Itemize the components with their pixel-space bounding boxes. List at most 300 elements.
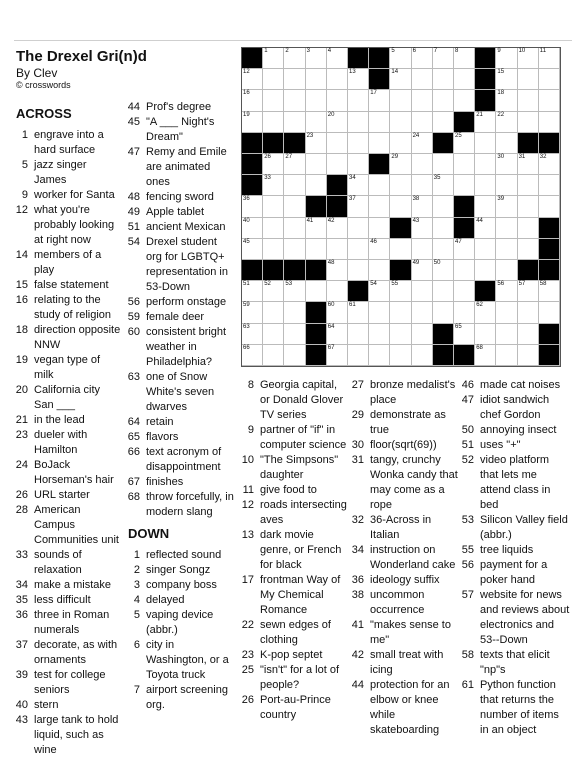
grid-cell[interactable] xyxy=(475,324,496,345)
puzzle-title: The Drexel Gri(n)d xyxy=(16,48,147,65)
grid-cell[interactable] xyxy=(306,239,327,260)
grid-cell[interactable] xyxy=(263,90,284,111)
grid-cell[interactable] xyxy=(263,154,284,175)
grid-cell[interactable] xyxy=(369,175,390,196)
clue-item[interactable] xyxy=(126,115,234,145)
clue-item[interactable] xyxy=(126,310,234,325)
grid-cell[interactable] xyxy=(284,281,305,302)
grid-cell[interactable] xyxy=(518,154,539,175)
clue-item[interactable] xyxy=(460,543,570,558)
grid-block xyxy=(306,324,327,345)
grid-cell[interactable] xyxy=(518,218,539,239)
grid-cell[interactable] xyxy=(475,345,496,366)
grid-cell[interactable] xyxy=(327,345,348,366)
grid-cell[interactable] xyxy=(518,302,539,323)
grid-cell[interactable] xyxy=(454,281,475,302)
grid-cell[interactable] xyxy=(518,239,539,260)
clue-item[interactable] xyxy=(240,528,348,573)
grid-cell[interactable] xyxy=(390,154,411,175)
grid-cell[interactable] xyxy=(475,218,496,239)
grid-cell[interactable] xyxy=(242,90,263,111)
clue-number: 57 xyxy=(461,589,474,601)
clue-item[interactable] xyxy=(126,430,234,445)
grid-cell[interactable] xyxy=(454,133,475,154)
grid-cell[interactable] xyxy=(284,218,305,239)
grid-cell[interactable] xyxy=(433,112,454,133)
grid-cell[interactable] xyxy=(433,281,454,302)
grid-cell[interactable] xyxy=(433,48,454,69)
grid-cell[interactable] xyxy=(454,260,475,281)
clue-item[interactable] xyxy=(14,128,122,158)
grid-cell[interactable] xyxy=(433,90,454,111)
clue-text: worker for Santa xyxy=(34,189,115,201)
clue-item[interactable] xyxy=(126,683,234,713)
grid-cell[interactable] xyxy=(242,196,263,217)
grid-cell[interactable] xyxy=(390,133,411,154)
grid-cell[interactable] xyxy=(496,154,517,175)
clue-number: 10 xyxy=(241,454,254,466)
grid-cell[interactable] xyxy=(369,218,390,239)
clue-item[interactable] xyxy=(350,408,458,438)
grid-cell[interactable] xyxy=(369,196,390,217)
grid-cell[interactable] xyxy=(263,48,284,69)
grid-cell[interactable] xyxy=(412,281,433,302)
clue-item[interactable] xyxy=(14,353,122,383)
grid-cell[interactable] xyxy=(412,90,433,111)
grid-cell[interactable] xyxy=(348,69,369,90)
grid-cell[interactable] xyxy=(412,345,433,366)
grid-cell[interactable] xyxy=(284,48,305,69)
clue-item[interactable] xyxy=(460,678,570,738)
grid-cell[interactable] xyxy=(348,90,369,111)
grid-cell[interactable] xyxy=(412,69,433,90)
grid-cell[interactable] xyxy=(369,281,390,302)
grid-cell[interactable] xyxy=(518,90,539,111)
grid-cell[interactable] xyxy=(539,90,560,111)
clue-item[interactable] xyxy=(240,618,348,648)
grid-cell[interactable] xyxy=(327,302,348,323)
grid-cell[interactable] xyxy=(433,196,454,217)
grid-cell[interactable] xyxy=(496,260,517,281)
grid-cell[interactable] xyxy=(242,324,263,345)
grid-cell[interactable] xyxy=(390,112,411,133)
grid-cell[interactable] xyxy=(475,154,496,175)
grid-cell[interactable] xyxy=(475,260,496,281)
clue-item[interactable] xyxy=(126,220,234,235)
grid-cell[interactable] xyxy=(475,239,496,260)
grid-cell[interactable] xyxy=(412,175,433,196)
grid-cell[interactable] xyxy=(518,112,539,133)
grid-cell[interactable] xyxy=(242,218,263,239)
grid-block xyxy=(263,260,284,281)
clue-item[interactable] xyxy=(126,475,234,490)
grid-cell[interactable] xyxy=(284,90,305,111)
clue-text: California city San ___ xyxy=(34,384,101,411)
cell-number: 61 xyxy=(349,302,356,309)
grid-cell[interactable] xyxy=(327,260,348,281)
clue-text: dueler with Hamilton xyxy=(34,429,88,456)
grid-cell[interactable] xyxy=(327,112,348,133)
clue-item[interactable] xyxy=(460,378,570,393)
clue-item[interactable] xyxy=(14,323,122,353)
clue-item[interactable] xyxy=(14,203,122,248)
grid-cell[interactable] xyxy=(327,90,348,111)
grid-cell[interactable] xyxy=(390,48,411,69)
clue-item[interactable] xyxy=(126,490,234,520)
clue-number: 54 xyxy=(127,236,140,248)
grid-cell[interactable] xyxy=(242,345,263,366)
clue-item[interactable] xyxy=(126,295,234,310)
clue-item[interactable] xyxy=(126,548,234,563)
grid-cell[interactable] xyxy=(496,324,517,345)
grid-cell[interactable] xyxy=(539,154,560,175)
cell-number: 15 xyxy=(497,69,505,76)
clue-item[interactable] xyxy=(14,293,122,323)
grid-cell[interactable] xyxy=(518,69,539,90)
clue-text: test for college seniors xyxy=(34,669,106,696)
clue-item[interactable] xyxy=(240,663,348,693)
grid-cell[interactable] xyxy=(390,90,411,111)
grid-cell[interactable] xyxy=(496,133,517,154)
grid-cell[interactable] xyxy=(284,69,305,90)
grid-block xyxy=(539,133,560,154)
grid-cell[interactable] xyxy=(348,239,369,260)
grid-cell[interactable] xyxy=(539,302,560,323)
clue-item[interactable] xyxy=(460,453,570,513)
clue-item[interactable] xyxy=(126,415,234,430)
grid-cell[interactable] xyxy=(390,345,411,366)
clue-number: 20 xyxy=(15,384,28,396)
grid-cell[interactable] xyxy=(412,133,433,154)
grid-cell[interactable] xyxy=(412,324,433,345)
clue-text: "makes sense to me" xyxy=(370,619,451,646)
clue-text: less difficult xyxy=(34,594,91,606)
cell-number: 8 xyxy=(455,48,459,54)
grid-cell[interactable] xyxy=(454,90,475,111)
clue-text: Prof's degree xyxy=(146,101,212,113)
clue-item[interactable] xyxy=(240,573,348,618)
grid-cell[interactable] xyxy=(475,112,496,133)
grid-cell[interactable] xyxy=(433,302,454,323)
grid-cell[interactable] xyxy=(369,112,390,133)
across-heading: ACROSS xyxy=(16,106,72,121)
clue-item[interactable] xyxy=(14,548,122,578)
grid-cell[interactable] xyxy=(412,218,433,239)
grid-cell[interactable] xyxy=(369,239,390,260)
grid-cell[interactable] xyxy=(454,175,475,196)
clue-text: reflected sound xyxy=(146,549,222,561)
grid-cell[interactable] xyxy=(369,90,390,111)
clue-item[interactable] xyxy=(240,648,348,663)
grid-cell[interactable] xyxy=(496,48,517,69)
grid-cell[interactable] xyxy=(306,69,327,90)
grid-cell[interactable] xyxy=(412,196,433,217)
grid-cell[interactable] xyxy=(327,281,348,302)
clue-item[interactable] xyxy=(240,693,348,723)
clue-item[interactable] xyxy=(126,638,234,683)
grid-cell[interactable] xyxy=(412,48,433,69)
grid-cell[interactable] xyxy=(306,90,327,111)
clue-item[interactable] xyxy=(126,608,234,638)
grid-cell[interactable] xyxy=(475,175,496,196)
grid-cell[interactable] xyxy=(539,175,560,196)
clue-item[interactable] xyxy=(14,458,122,488)
clue-item[interactable] xyxy=(14,428,122,458)
clue-item[interactable] xyxy=(126,325,234,370)
clue-item[interactable] xyxy=(14,503,122,548)
clue-number: 47 xyxy=(127,146,140,158)
grid-cell[interactable] xyxy=(306,175,327,196)
grid-cell[interactable] xyxy=(306,281,327,302)
grid-cell[interactable] xyxy=(284,175,305,196)
grid-cell[interactable] xyxy=(496,239,517,260)
grid-cell[interactable] xyxy=(496,302,517,323)
grid-cell[interactable] xyxy=(263,345,284,366)
clue-item[interactable] xyxy=(126,593,234,608)
clue-item[interactable] xyxy=(14,638,122,668)
clue-text: roads intersecting aves xyxy=(260,499,347,526)
clue-item[interactable] xyxy=(240,498,348,528)
grid-cell[interactable] xyxy=(327,69,348,90)
clue-item[interactable] xyxy=(460,513,570,543)
clue-item[interactable] xyxy=(460,423,570,438)
grid-cell[interactable] xyxy=(263,175,284,196)
clue-number: 18 xyxy=(15,324,28,336)
grid-cell[interactable] xyxy=(496,112,517,133)
grid-cell[interactable] xyxy=(306,218,327,239)
clue-item[interactable] xyxy=(14,578,122,593)
grid-cell[interactable] xyxy=(412,302,433,323)
grid-cell[interactable] xyxy=(539,69,560,90)
grid-cell[interactable] xyxy=(348,302,369,323)
grid-cell[interactable] xyxy=(348,196,369,217)
grid-cell[interactable] xyxy=(496,345,517,366)
clue-item[interactable] xyxy=(14,593,122,608)
grid-cell[interactable] xyxy=(284,112,305,133)
grid-cell[interactable] xyxy=(306,133,327,154)
grid-cell[interactable] xyxy=(518,345,539,366)
grid-cell[interactable] xyxy=(454,239,475,260)
clue-item[interactable] xyxy=(350,618,458,648)
clue-item[interactable] xyxy=(350,378,458,408)
grid-block xyxy=(242,260,263,281)
clue-item[interactable] xyxy=(126,205,234,220)
grid-cell[interactable] xyxy=(496,90,517,111)
clue-item[interactable] xyxy=(14,713,122,758)
grid-cell[interactable] xyxy=(348,324,369,345)
clue-number: 2 xyxy=(133,564,140,576)
grid-cell[interactable] xyxy=(263,239,284,260)
grid-cell[interactable] xyxy=(327,48,348,69)
clue-number: 42 xyxy=(351,649,364,661)
clue-item[interactable] xyxy=(350,453,458,513)
grid-cell[interactable] xyxy=(284,302,305,323)
clue-item[interactable] xyxy=(460,438,570,453)
grid-cell[interactable] xyxy=(496,175,517,196)
clue-item[interactable] xyxy=(126,100,234,115)
grid-cell[interactable] xyxy=(475,196,496,217)
grid-cell[interactable] xyxy=(242,239,263,260)
clue-item[interactable] xyxy=(350,588,458,618)
clue-item[interactable] xyxy=(240,453,348,483)
grid-cell[interactable] xyxy=(412,154,433,175)
grid-cell[interactable] xyxy=(263,281,284,302)
grid-cell[interactable] xyxy=(242,281,263,302)
grid-cell[interactable] xyxy=(284,154,305,175)
grid-cell[interactable] xyxy=(412,239,433,260)
clue-item[interactable] xyxy=(14,383,122,413)
grid-cell[interactable] xyxy=(263,324,284,345)
clue-item[interactable] xyxy=(350,648,458,678)
clue-number: 51 xyxy=(461,439,474,451)
clue-item[interactable] xyxy=(460,393,570,423)
grid-cell[interactable] xyxy=(390,281,411,302)
grid-cell[interactable] xyxy=(454,48,475,69)
clue-item[interactable] xyxy=(14,158,122,188)
grid-cell[interactable] xyxy=(327,154,348,175)
clue-item[interactable] xyxy=(14,668,122,698)
grid-cell[interactable] xyxy=(518,281,539,302)
clue-item[interactable] xyxy=(240,378,348,423)
grid-cell[interactable] xyxy=(539,196,560,217)
grid-cell[interactable] xyxy=(475,302,496,323)
grid-cell[interactable] xyxy=(390,239,411,260)
grid-cell[interactable] xyxy=(284,324,305,345)
grid-cell[interactable] xyxy=(433,69,454,90)
grid-cell[interactable] xyxy=(433,175,454,196)
grid-cell[interactable] xyxy=(348,154,369,175)
grid-cell[interactable] xyxy=(263,218,284,239)
grid-cell[interactable] xyxy=(263,196,284,217)
grid-cell[interactable] xyxy=(433,218,454,239)
grid-cell[interactable] xyxy=(539,48,560,69)
grid-cell[interactable] xyxy=(327,324,348,345)
grid-cell[interactable] xyxy=(306,154,327,175)
grid-cell[interactable] xyxy=(306,112,327,133)
grid-cell[interactable] xyxy=(496,218,517,239)
clue-item[interactable] xyxy=(350,543,458,573)
grid-cell[interactable] xyxy=(454,154,475,175)
clue-item[interactable] xyxy=(14,188,122,203)
grid-cell[interactable] xyxy=(433,154,454,175)
grid-cell[interactable] xyxy=(390,302,411,323)
grid-cell[interactable] xyxy=(454,302,475,323)
grid-cell[interactable] xyxy=(348,133,369,154)
clue-number: 22 xyxy=(241,619,254,631)
clue-item[interactable] xyxy=(240,423,348,453)
clue-text: instruction on Wonderland cake xyxy=(370,544,456,571)
grid-cell[interactable] xyxy=(242,112,263,133)
grid-cell[interactable] xyxy=(327,239,348,260)
clue-number: 66 xyxy=(127,446,140,458)
grid-cell[interactable] xyxy=(496,69,517,90)
grid-cell[interactable] xyxy=(284,345,305,366)
clue-item[interactable] xyxy=(126,145,234,190)
grid-cell[interactable] xyxy=(369,133,390,154)
clue-item[interactable] xyxy=(350,678,458,738)
grid-cell[interactable] xyxy=(518,324,539,345)
grid-cell[interactable] xyxy=(369,260,390,281)
clue-item[interactable] xyxy=(126,578,234,593)
clue-number: 23 xyxy=(15,429,28,441)
grid-cell[interactable] xyxy=(390,196,411,217)
clue-text: flavors xyxy=(146,431,179,443)
cell-number: 37 xyxy=(349,196,356,203)
clue-item[interactable] xyxy=(350,513,458,543)
grid-cell[interactable] xyxy=(348,112,369,133)
clue-item[interactable] xyxy=(126,563,234,578)
grid-cell[interactable] xyxy=(390,69,411,90)
clue-item[interactable] xyxy=(350,438,458,453)
grid-cell[interactable] xyxy=(306,48,327,69)
grid-cell[interactable] xyxy=(284,196,305,217)
grid-cell[interactable] xyxy=(454,324,475,345)
clue-text: three in Roman numerals xyxy=(34,609,110,636)
grid-cell[interactable] xyxy=(539,112,560,133)
grid-cell[interactable] xyxy=(263,69,284,90)
grid-cell[interactable] xyxy=(327,133,348,154)
grid-cell[interactable] xyxy=(454,69,475,90)
grid-cell[interactable] xyxy=(348,218,369,239)
clue-item[interactable] xyxy=(240,483,348,498)
grid-cell[interactable] xyxy=(242,302,263,323)
grid-cell[interactable] xyxy=(369,302,390,323)
clue-item[interactable] xyxy=(126,370,234,415)
clue-item[interactable] xyxy=(460,648,570,678)
clue-item[interactable] xyxy=(126,235,234,295)
grid-cell[interactable] xyxy=(369,345,390,366)
grid-cell[interactable] xyxy=(496,196,517,217)
clue-item[interactable] xyxy=(126,445,234,475)
grid-cell[interactable] xyxy=(390,324,411,345)
clue-text: make a mistake xyxy=(34,579,112,591)
grid-cell[interactable] xyxy=(263,302,284,323)
clue-item[interactable] xyxy=(460,588,570,648)
cell-number: 9 xyxy=(497,48,501,54)
grid-cell[interactable] xyxy=(284,239,305,260)
clue-item[interactable] xyxy=(126,190,234,205)
clue-item[interactable] xyxy=(14,278,122,293)
clue-item[interactable] xyxy=(14,248,122,278)
clue-item[interactable] xyxy=(460,558,570,588)
clue-item[interactable] xyxy=(14,413,122,428)
grid-cell[interactable] xyxy=(348,345,369,366)
grid-cell[interactable] xyxy=(263,112,284,133)
clue-item[interactable] xyxy=(14,608,122,638)
grid-cell[interactable] xyxy=(475,133,496,154)
grid-cell[interactable] xyxy=(518,196,539,217)
grid-cell[interactable] xyxy=(433,260,454,281)
grid-cell[interactable] xyxy=(327,218,348,239)
clue-item[interactable] xyxy=(14,488,122,503)
grid-cell[interactable] xyxy=(412,112,433,133)
grid-cell[interactable] xyxy=(518,48,539,69)
clue-item[interactable] xyxy=(14,698,122,713)
clue-number: 14 xyxy=(15,249,28,261)
grid-cell[interactable] xyxy=(496,281,517,302)
grid-cell[interactable] xyxy=(539,281,560,302)
grid-cell[interactable] xyxy=(369,324,390,345)
grid-cell[interactable] xyxy=(242,69,263,90)
grid-cell[interactable] xyxy=(390,175,411,196)
grid-cell[interactable] xyxy=(518,175,539,196)
grid-cell[interactable] xyxy=(348,260,369,281)
grid-cell[interactable] xyxy=(412,260,433,281)
grid-cell[interactable] xyxy=(348,175,369,196)
clue-item[interactable] xyxy=(350,573,458,588)
cell-number: 42 xyxy=(327,217,335,224)
grid-cell[interactable] xyxy=(433,239,454,260)
